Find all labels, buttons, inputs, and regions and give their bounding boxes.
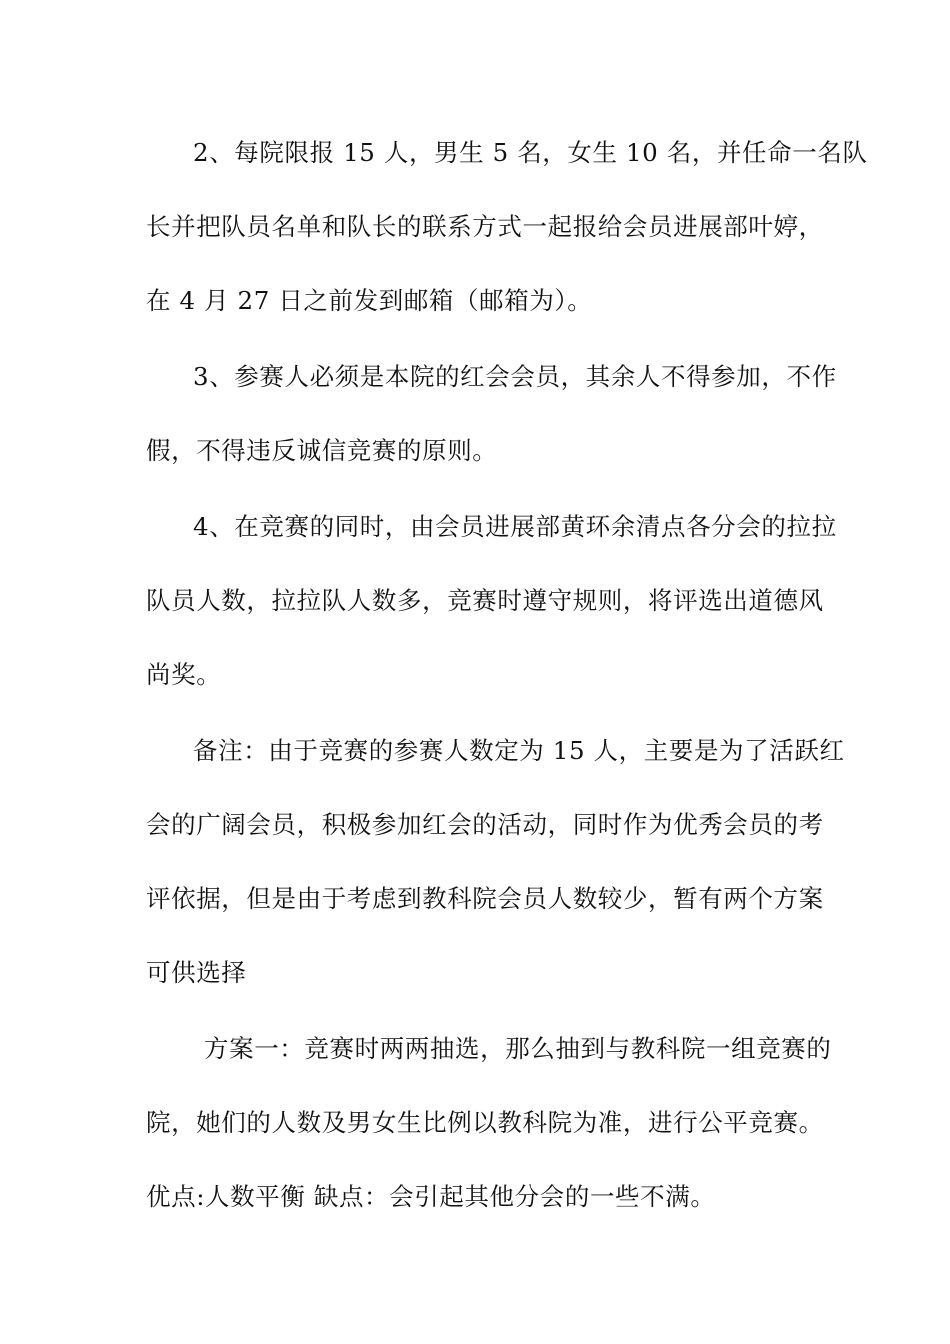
note-line-4: 可供选择 xyxy=(146,958,247,987)
plan-1-line-1: 方案一：竞赛时两两抽选，那么抽到与教科院一组竞赛的 xyxy=(204,1034,832,1063)
item-4-line-3: 尚奖。 xyxy=(146,660,222,689)
item-3-line-1: 3、参赛人必须是本院的红会会员，其余人不得参加，不作 xyxy=(193,362,837,391)
item-2-line-2: 长并把队员名单和队长的联系方式一起报给会员进展部叶婷， xyxy=(146,212,824,241)
note-line-1: 备注：由于竞赛的参赛人数定为 15 人，主要是为了活跃红 xyxy=(193,736,845,765)
plan-1-line-3: 优点:人数平衡 缺点：会引起其他分会的一些不满。 xyxy=(146,1182,716,1211)
plan-1-line-2: 院，她们的人数及男女生比例以教科院为准，进行公平竞赛。 xyxy=(146,1108,824,1137)
item-4-line-2: 队员人数，拉拉队人数多，竞赛时遵守规则，将评选出道德风 xyxy=(146,586,824,615)
note-line-2: 会的广阔会员，积极参加红会的活动，同时作为优秀会员的考 xyxy=(146,810,824,839)
item-2-line-1: 2、每院限报 15 人，男生 5 名，女生 10 名，并任命一名队 xyxy=(193,138,868,167)
item-3-line-2: 假，不得违反诚信竞赛的原则。 xyxy=(146,436,498,465)
item-2-line-3: 在 4 月 27 日之前发到邮箱（邮箱为）。 xyxy=(146,286,593,315)
item-4-line-1: 4、在竞赛的同时，由会员进展部黄环余清点各分会的拉拉 xyxy=(193,512,837,541)
note-line-3: 评依据，但是由于考虑到教科院会员人数较少，暂有两个方案 xyxy=(146,884,824,913)
